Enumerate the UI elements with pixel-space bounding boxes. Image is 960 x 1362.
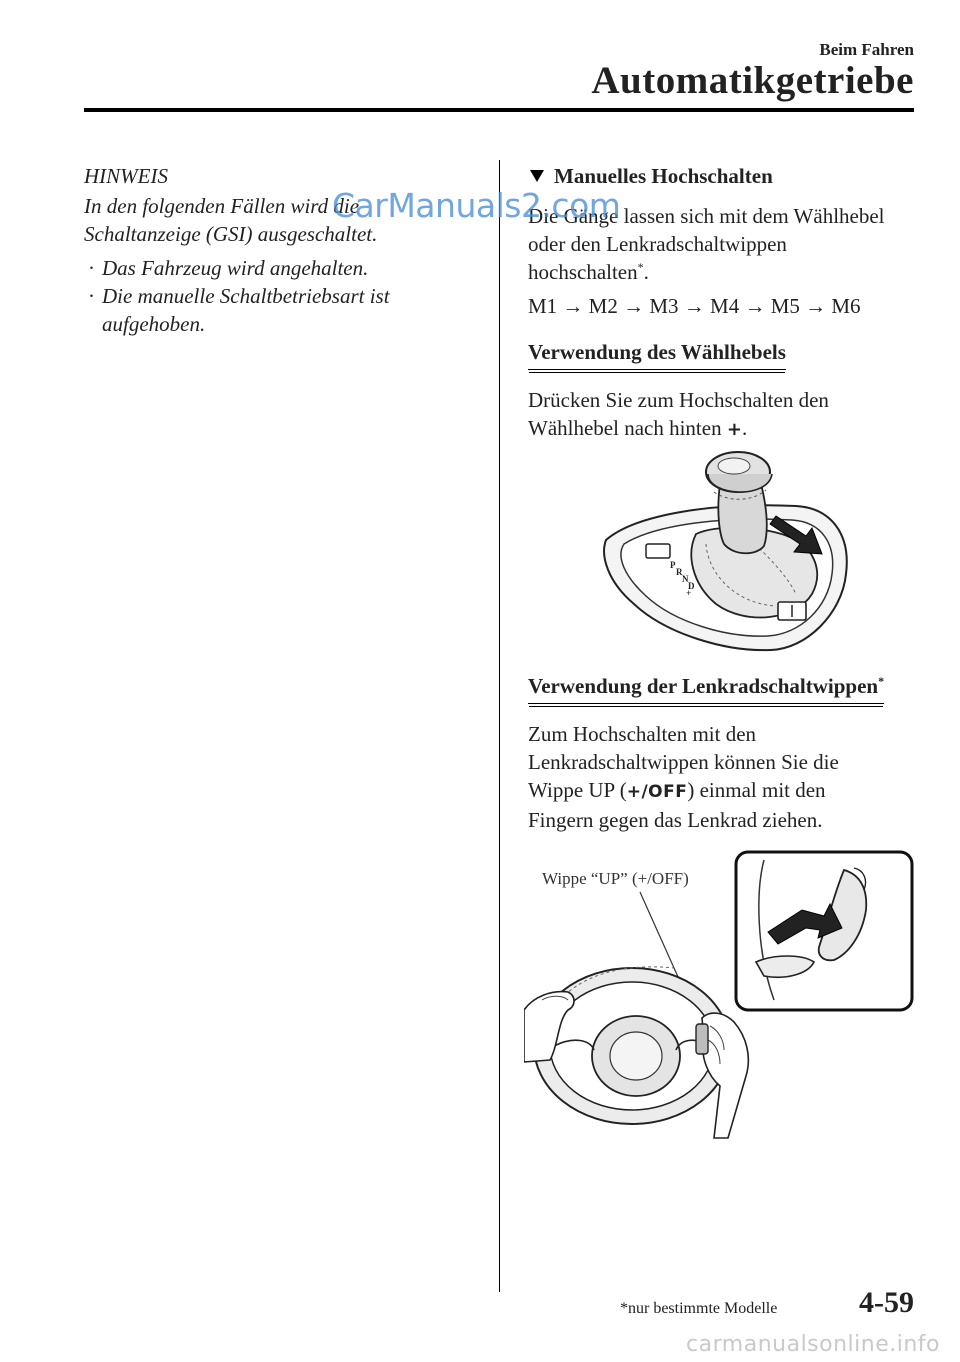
- body-line: Fingern gegen das Lenkrad ziehen.: [528, 808, 823, 832]
- paddle-detail-inset: [736, 852, 912, 1010]
- footnote: *nur bestimmte Modelle: [620, 1300, 778, 1317]
- gate-letter: P: [670, 560, 676, 570]
- gate-letter: D: [688, 581, 695, 591]
- body-line: Die Gänge lassen sich mit dem Wählhebel: [528, 204, 885, 228]
- note-bullet-item: [84, 282, 484, 338]
- page-title: Automatikgetriebe: [591, 59, 914, 102]
- subsection-heading: Verwendung des Wählhebels: [528, 338, 786, 370]
- up-paddle: [696, 1024, 708, 1054]
- body-line: [528, 414, 918, 444]
- body-line: Lenkradschaltwippen können Sie die: [528, 750, 839, 774]
- gear-sequence: M1 → M2 → M3 → M4 → M5 → M6: [528, 294, 861, 318]
- header-rule: [84, 108, 914, 112]
- bullet-dot: ·: [88, 256, 95, 280]
- period: .: [741, 416, 748, 440]
- section-heading-text: Manuelles Hochschalten: [554, 164, 773, 188]
- subsection-heading-text: Verwendung der Lenkradschaltwippen: [528, 674, 879, 698]
- bullet-text: Die manuelle Schaltbetriebsart ist: [102, 284, 390, 308]
- body-line: Zum Hochschalten mit den: [528, 722, 757, 746]
- asterisk-mark: *: [878, 674, 885, 688]
- body-line: [528, 258, 918, 286]
- body-text: hochschalten: [528, 260, 638, 284]
- triangle-down-icon: [530, 170, 544, 182]
- watermark-bottom: carmanualsonline.info: [686, 1332, 940, 1357]
- bullet-text: Das Fahrzeug wird angehalten.: [102, 256, 369, 280]
- mode-switch: [646, 544, 670, 558]
- column-divider: [499, 160, 500, 1292]
- note-bullet-list: [84, 254, 484, 338]
- note-line: In den folgenden Fällen wird die: [84, 194, 360, 218]
- plus-icon: +: [726, 419, 742, 440]
- note-line: Schaltanzeige (GSI) ausgeschaltet.: [84, 222, 378, 246]
- watermark-top: CarManuals2.com: [332, 186, 621, 225]
- subsection-paddles: [528, 672, 918, 834]
- asterisk-mark: *: [637, 260, 644, 274]
- paddle-shifter-illustration: [524, 850, 914, 1140]
- note-bullet-item: [84, 254, 484, 282]
- section-name: Beim Fahren: [819, 40, 914, 59]
- period: .: [643, 260, 649, 284]
- bullet-text: aufgehoben.: [102, 312, 206, 336]
- page-number: 4-59: [859, 1286, 914, 1319]
- shift-lever-illustration: [596, 444, 854, 656]
- body-text: Wählhebel nach hinten: [528, 416, 722, 440]
- bullet-dot: ·: [88, 284, 95, 308]
- subsection-selector-lever: [528, 338, 918, 370]
- gate-letter: N: [682, 574, 689, 584]
- plus-off-symbol: +/OFF: [626, 782, 688, 802]
- gate-letter: R: [676, 567, 683, 577]
- body-line: [528, 776, 918, 806]
- body-text: Wippe UP (: [528, 778, 627, 802]
- gate-letter: +: [686, 588, 692, 598]
- note-title: HINWEIS: [84, 164, 168, 188]
- body-line: oder den Lenkradschaltwippen: [528, 232, 787, 256]
- paddle-callout-label: Wippe “UP” (+/OFF): [542, 869, 689, 888]
- body-text: ) einmal mit den: [687, 778, 826, 802]
- subsection-heading: [528, 672, 884, 704]
- body-line: Drücken Sie zum Hochschalten den: [528, 388, 829, 412]
